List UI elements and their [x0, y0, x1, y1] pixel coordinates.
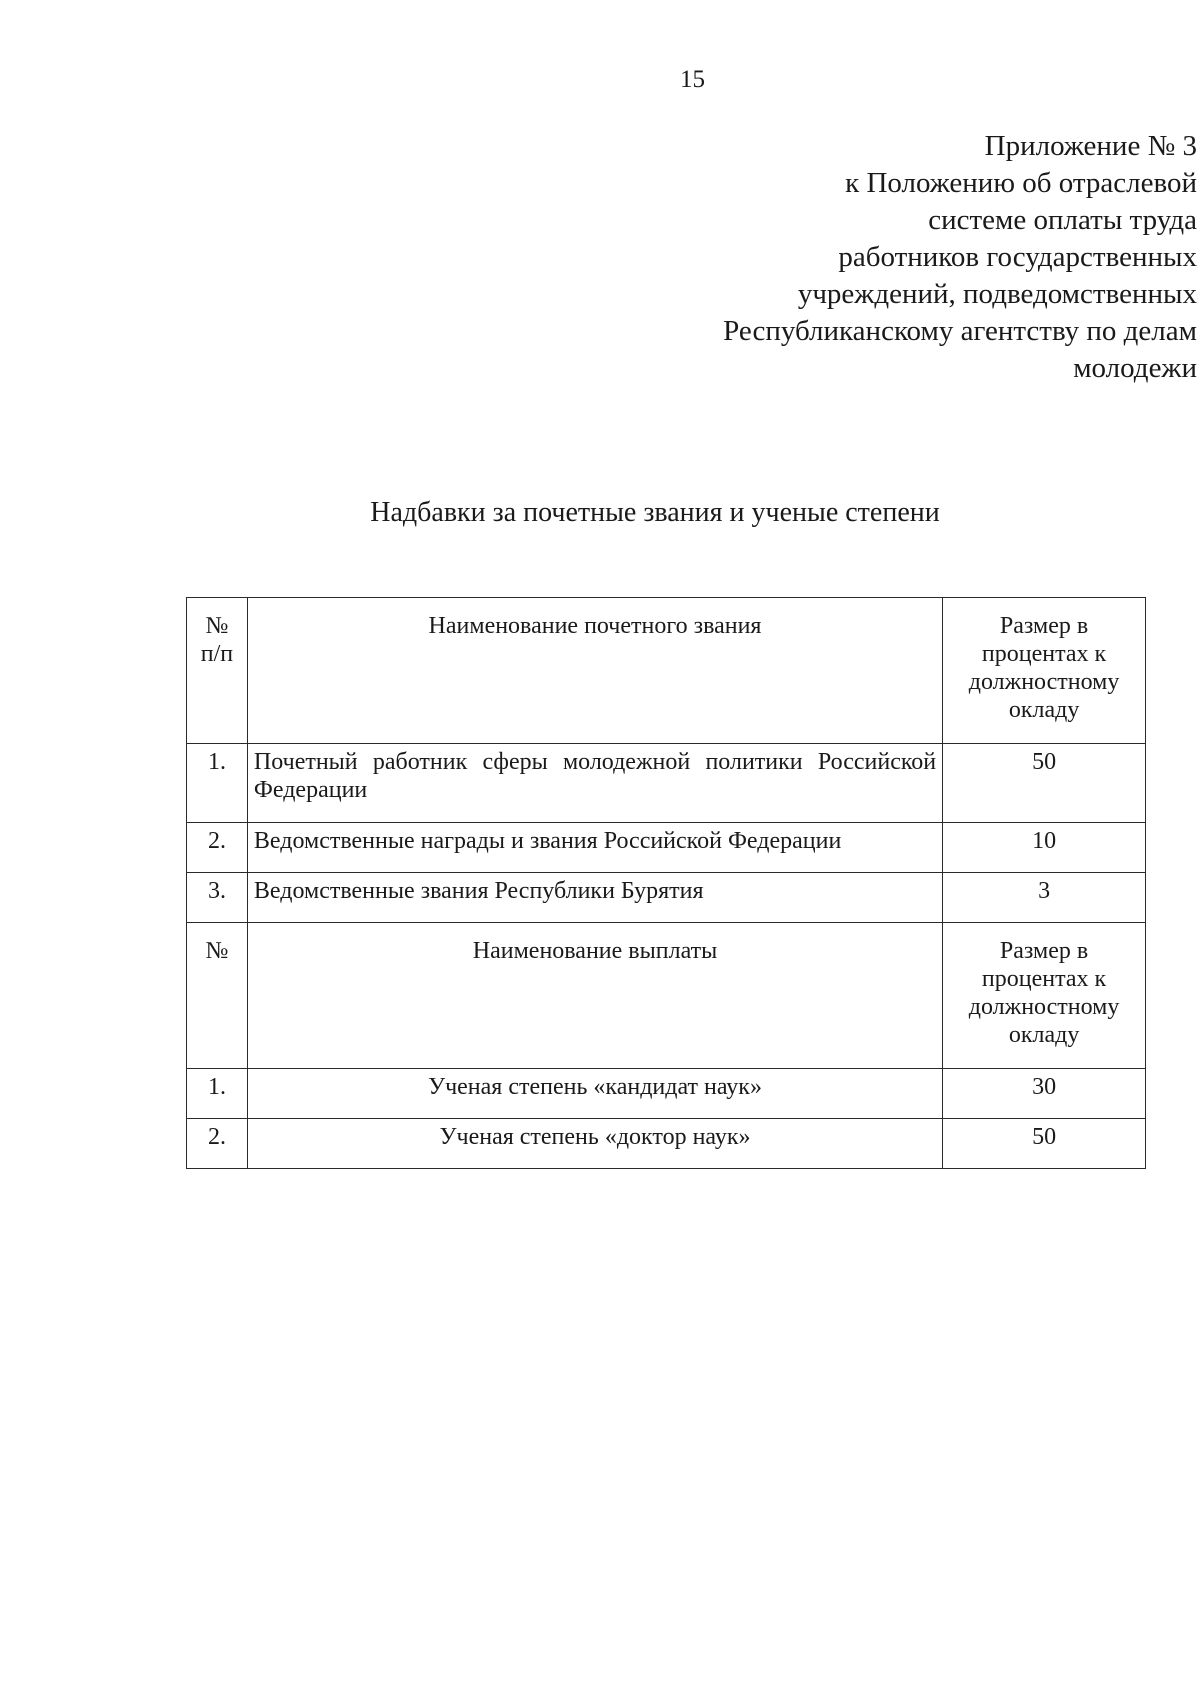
appendix-line: работников государственных [838, 241, 1197, 273]
allowances-table [186, 597, 1146, 1169]
row-name-cell: Ведомственные награды и звания Российской Федерации [247, 823, 942, 873]
appendix-block [560, 128, 1197, 387]
table-row [187, 823, 1146, 873]
header-size-cell: Размер в процентах к должностному окладу [943, 923, 1146, 1069]
appendix-line: системе оплаты труда [928, 204, 1197, 236]
appendix-line: Приложение № 3 [984, 130, 1197, 162]
table-row [187, 744, 1146, 823]
row-name-cell: Ведомственные звания Республики Бурятия [247, 873, 942, 923]
header-name-cell: Наименование выплаты [247, 923, 942, 1069]
row-num-cell: 2. [187, 1119, 248, 1169]
row-name-cell: Почетный работник сферы молодежной политики Российской Федерации [247, 744, 942, 823]
header-num-cell: № [187, 923, 248, 1069]
page-number: 15 [680, 66, 705, 93]
row-value-cell: 3 [943, 873, 1146, 923]
appendix-line: учреждений, подведомственных [797, 278, 1197, 310]
row-num-cell: 2. [187, 823, 248, 873]
appendix-line: молодежи [1073, 352, 1197, 384]
table-row [187, 1119, 1146, 1169]
row-name-cell: Ученая степень «кандидат наук» [247, 1069, 942, 1119]
row-num-cell: 3. [187, 873, 248, 923]
appendix-line: к Положению об отраслевой [845, 167, 1197, 199]
document-title: Надбавки за почетные звания и ученые степени [370, 497, 940, 528]
header-size-cell: Размер в процентах к должностному окладу [943, 598, 1146, 744]
row-num-cell: 1. [187, 744, 248, 823]
table-row [187, 873, 1146, 923]
header-name-cell: Наименование почетного звания [247, 598, 942, 744]
row-name-cell: Ученая степень «доктор наук» [247, 1119, 942, 1169]
row-value-cell: 10 [943, 823, 1146, 873]
table-header-row [187, 923, 1146, 1069]
table-header-row [187, 598, 1146, 744]
header-num-cell: № п/п [187, 598, 248, 744]
row-value-cell: 30 [943, 1069, 1146, 1119]
row-value-cell: 50 [943, 744, 1146, 823]
row-num-cell: 1. [187, 1069, 248, 1119]
row-value-cell: 50 [943, 1119, 1146, 1169]
table-row [187, 1069, 1146, 1119]
appendix-line: Республиканскому агентству по делам [723, 315, 1197, 347]
